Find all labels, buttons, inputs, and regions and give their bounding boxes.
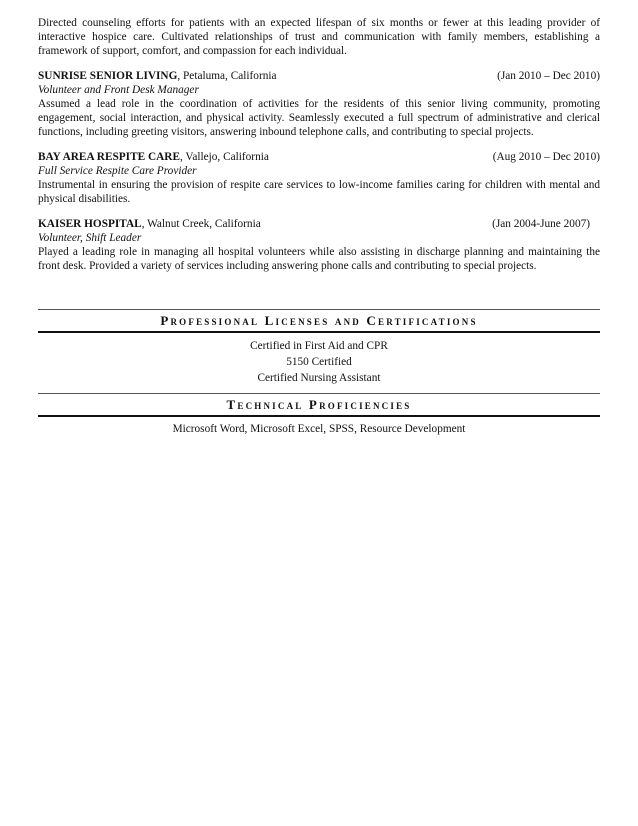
section-title: Professional Licenses and Certifications [160, 313, 478, 328]
job-description: Instrumental in ensuring the provision of respite care services to low-income families caring for children with mental and physical disabilities. [38, 179, 600, 205]
certifications-list [38, 338, 600, 386]
job-header [38, 69, 600, 83]
intro-paragraph: Directed counseling efforts for patients with an expected lifespan of six months or fewer at this leading provider of interactive hospice care. Cultivated relationships of trust and communication with family members, establishing a framework of support, comfort, and compassion for each individual. [38, 17, 600, 57]
job-role: Volunteer and Front Desk Manager [38, 84, 199, 96]
job-entry-bay-area [38, 150, 600, 206]
job-org-line [38, 150, 269, 164]
technical-skills: Microsoft Word, Microsoft Excel, SPSS, Resource Development [172, 423, 466, 435]
job-role: Volunteer, Shift Leader [38, 232, 142, 244]
job-header [38, 150, 600, 164]
certification-item: Certified in First Aid and CPR [250, 340, 388, 352]
job-description: Played a leading role in managing all hospital volunteers while also assisting in discharge planning and maintaining the front desk. Provided a variety of services including answering phone calls and contributing to special projects. [38, 246, 600, 272]
job-role: Full Service Respite Care Provider [38, 165, 197, 177]
certification-item: 5150 Certified [286, 356, 352, 368]
job-location: , Vallejo, California [179, 151, 269, 163]
certifications-section [38, 309, 600, 386]
job-org-line [38, 69, 277, 83]
job-entry-sunrise [38, 69, 600, 139]
job-org-line [38, 217, 261, 231]
section-rule-bottom [38, 415, 600, 417]
section-rule-bottom [38, 331, 600, 333]
certification-item: Certified Nursing Assistant [257, 372, 381, 384]
job-org: BAY AREA RESPITE CARE [38, 151, 180, 163]
technical-section [38, 393, 600, 436]
job-dates: (Jan 2004-June 2007) [492, 218, 590, 230]
job-dates: (Jan 2010 – Dec 2010) [497, 70, 600, 82]
job-org: KAISER HOSPITAL [38, 218, 142, 230]
job-location: , Walnut Creek, California [141, 218, 261, 230]
job-location: , Petaluma, California [177, 70, 277, 82]
job-dates: (Aug 2010 – Dec 2010) [492, 151, 600, 163]
job-org: SUNRISE SENIOR LIVING [38, 70, 178, 82]
job-entry-kaiser [38, 217, 600, 273]
job-header [38, 217, 600, 231]
section-title: Technical Proficiencies [226, 397, 412, 412]
resume-content [38, 16, 600, 436]
job-description: Assumed a lead role in the coordination of activities for the residents of this senior living community, promoting engagement, social interaction, and physical activity. Seamlessly executed a full spectrum of administrative and clerical functions, including greeting visitors, answering inbound telephone calls, and contributing to special projects. [38, 98, 600, 138]
